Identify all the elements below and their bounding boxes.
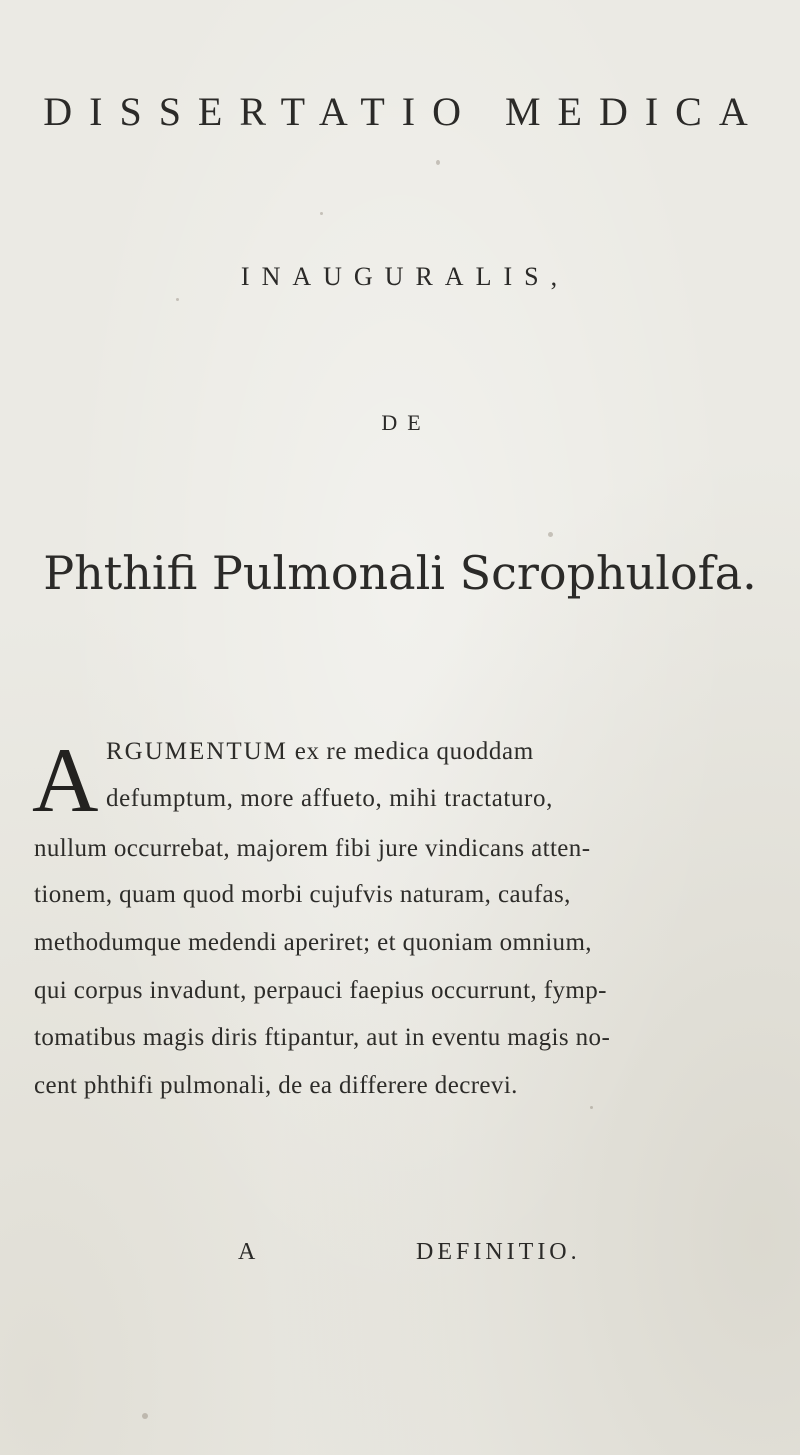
paragraph-line-1	[106, 739, 534, 764]
paper-speck	[590, 1106, 593, 1109]
paragraph-line-6: qui corpus invadunt, perpauci faepius occurrunt, fymp-	[34, 977, 607, 1004]
catchword: DEFINITIO.	[416, 1239, 581, 1265]
paragraph-line-4: tionem, quam quod morbi cujufvis naturam, caufas,	[34, 881, 571, 908]
paper-speck	[320, 212, 323, 215]
title-subject: Phthifi Pulmonali Scrophulofa.	[43, 546, 757, 600]
title-inauguralis: INAUGURALIS,	[240, 262, 570, 291]
lead-word: RGUMENTUM	[106, 738, 288, 765]
paper-speck	[176, 298, 179, 301]
paper-speck	[548, 532, 553, 537]
title-de: DE	[381, 410, 431, 435]
title-main: DISSERTATIO MEDICA	[43, 89, 765, 134]
paragraph-line-3: nullum occurrebat, majorem fibi jure vindicans atten-	[34, 835, 591, 862]
paragraph-line-7: tomatibus magis diris ftipantur, aut in eventu magis no-	[34, 1024, 611, 1051]
paragraph-line-8: cent phthifi pulmonali, de ea differere decrevi.	[34, 1072, 518, 1099]
drop-cap: A	[32, 729, 99, 831]
paper-speck	[142, 1413, 148, 1419]
paper-speck	[436, 160, 440, 165]
paragraph-line-2: defumptum, more affueto, mihi tractaturo,	[106, 785, 553, 812]
paragraph-line-1-text: ex re medica quoddam	[287, 738, 534, 765]
paragraph-line-5: methodumque medendi aperiret; et quoniam omnium,	[34, 929, 592, 956]
signature-mark: A	[238, 1239, 256, 1265]
